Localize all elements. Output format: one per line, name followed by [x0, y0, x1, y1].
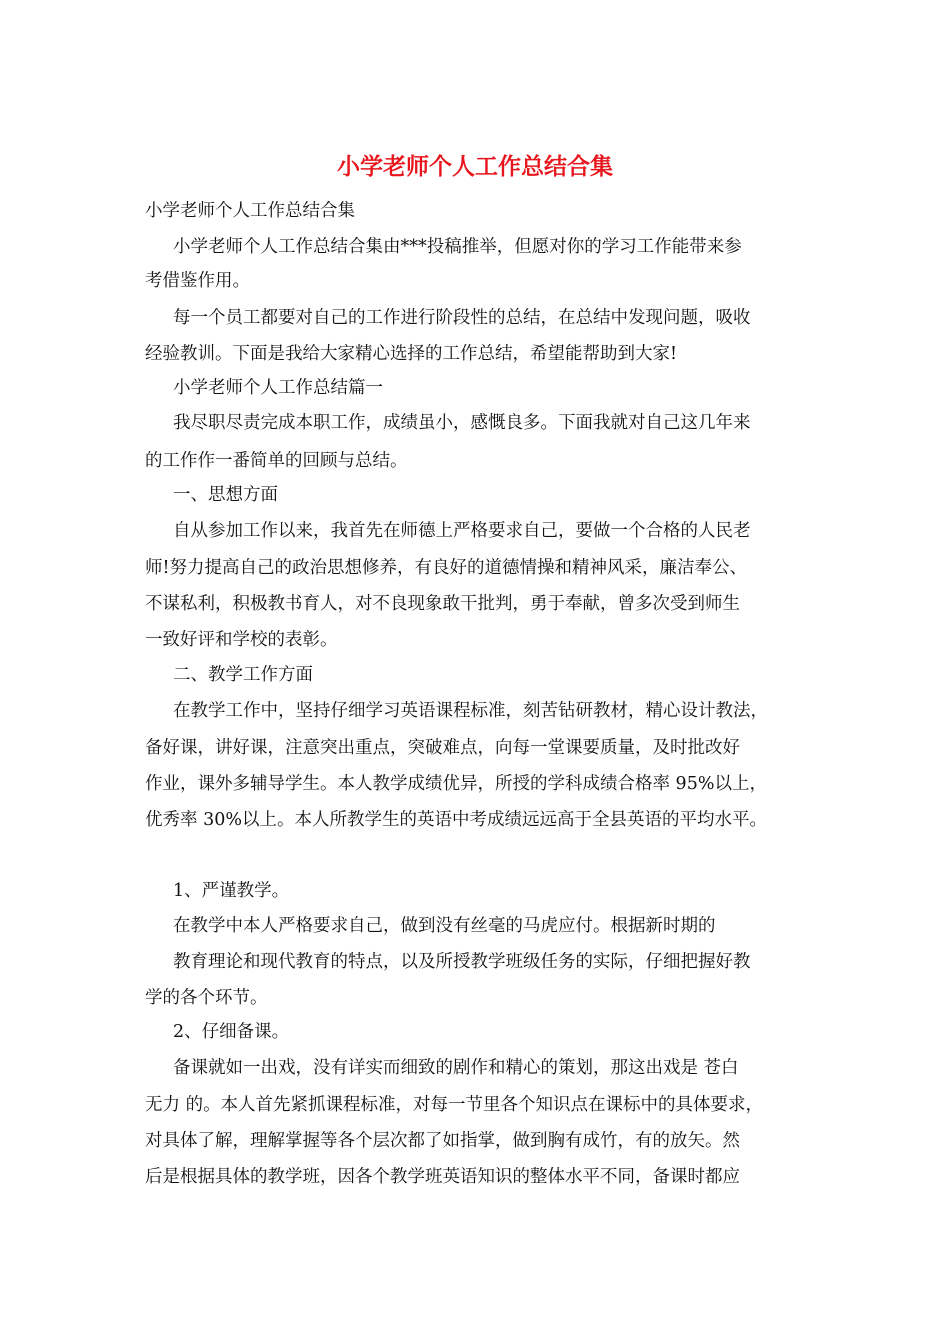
- text-line: 经验教训。下面是我给大家精心选择的工作总结，希望能帮助到大家!: [145, 344, 678, 364]
- text-line: 我尽职尽责完成本职工作，成绩虽小，感慨良多。下面我就对自己这几年来: [173, 413, 751, 433]
- text-line: 无力 的。本人首先紧抓课程标准，对每一节里各个知识点在课标中的具体要求，: [145, 1095, 764, 1115]
- text-line: 教育理论和现代教育的特点，以及所授教学班级任务的实际，仔细把握好教: [173, 952, 751, 972]
- text-line: 小学老师个人工作总结合集由***投稿推举，但愿对你的学习工作能带来参: [173, 237, 742, 257]
- text-line: 作业，课外多辅导学生。本人教学成绩优异，所授的学科成绩合格率 95%以上，: [145, 774, 767, 794]
- text-line: 优秀率 30%以上。本人所教学生的英语中考成绩远远高于全县英语的平均水平。: [145, 810, 767, 830]
- text-line: 在教学中本人严格要求自己，做到没有丝毫的马虎应付。根据新时期的: [173, 916, 716, 936]
- text-line: 的工作作一番简单的回顾与总结。: [145, 451, 408, 471]
- text-line: 学的各个环节。: [145, 988, 268, 1008]
- text-line: 考借鉴作用。: [145, 271, 250, 291]
- text-line: 自从参加工作以来，我首先在师德上严格要求自己，要做一个合格的人民老: [173, 521, 751, 541]
- text-line: 小学老师个人工作总结合集: [145, 201, 355, 221]
- text-line: 小学老师个人工作总结篇一: [173, 378, 383, 398]
- text-line: 一、思想方面: [173, 485, 278, 505]
- text-line: 备课就如一出戏，没有详实而细致的剧作和精心的策划，那这出戏是 苍白: [173, 1058, 739, 1078]
- text-line: 师!努力提高自己的政治思想修养，有良好的道德情操和精神风采，廉洁奉公、: [145, 558, 748, 578]
- text-line: 对具体了解，理解掌握等各个层次都了如指掌，做到胸有成竹，有的放矢。然: [145, 1131, 740, 1151]
- document-title: 小学老师个人工作总结合集: [337, 153, 613, 180]
- text-line: 不谋私利，积极教书育人，对不良现象敢干批判，勇于奉献，曾多次受到师生: [145, 594, 740, 614]
- text-line: 在教学工作中，坚持仔细学习英语课程标准，刻苦钻研教材，精心设计教法，: [173, 701, 768, 721]
- text-line: 备好课，讲好课，注意突出重点，突破难点，向每一堂课要质量，及时批改好: [145, 738, 740, 758]
- text-line: 1、严谨教学。: [173, 881, 290, 901]
- text-line: 后是根据具体的教学班，因各个教学班英语知识的整体水平不同，备课时都应: [145, 1167, 740, 1187]
- text-line: 二、教学工作方面: [173, 665, 313, 685]
- text-line: 每一个员工都要对自己的工作进行阶段性的总结，在总结中发现问题，吸收: [173, 308, 751, 328]
- text-line: 一致好评和学校的表彰。: [145, 630, 338, 650]
- text-line: 2、仔细备课。: [173, 1022, 290, 1042]
